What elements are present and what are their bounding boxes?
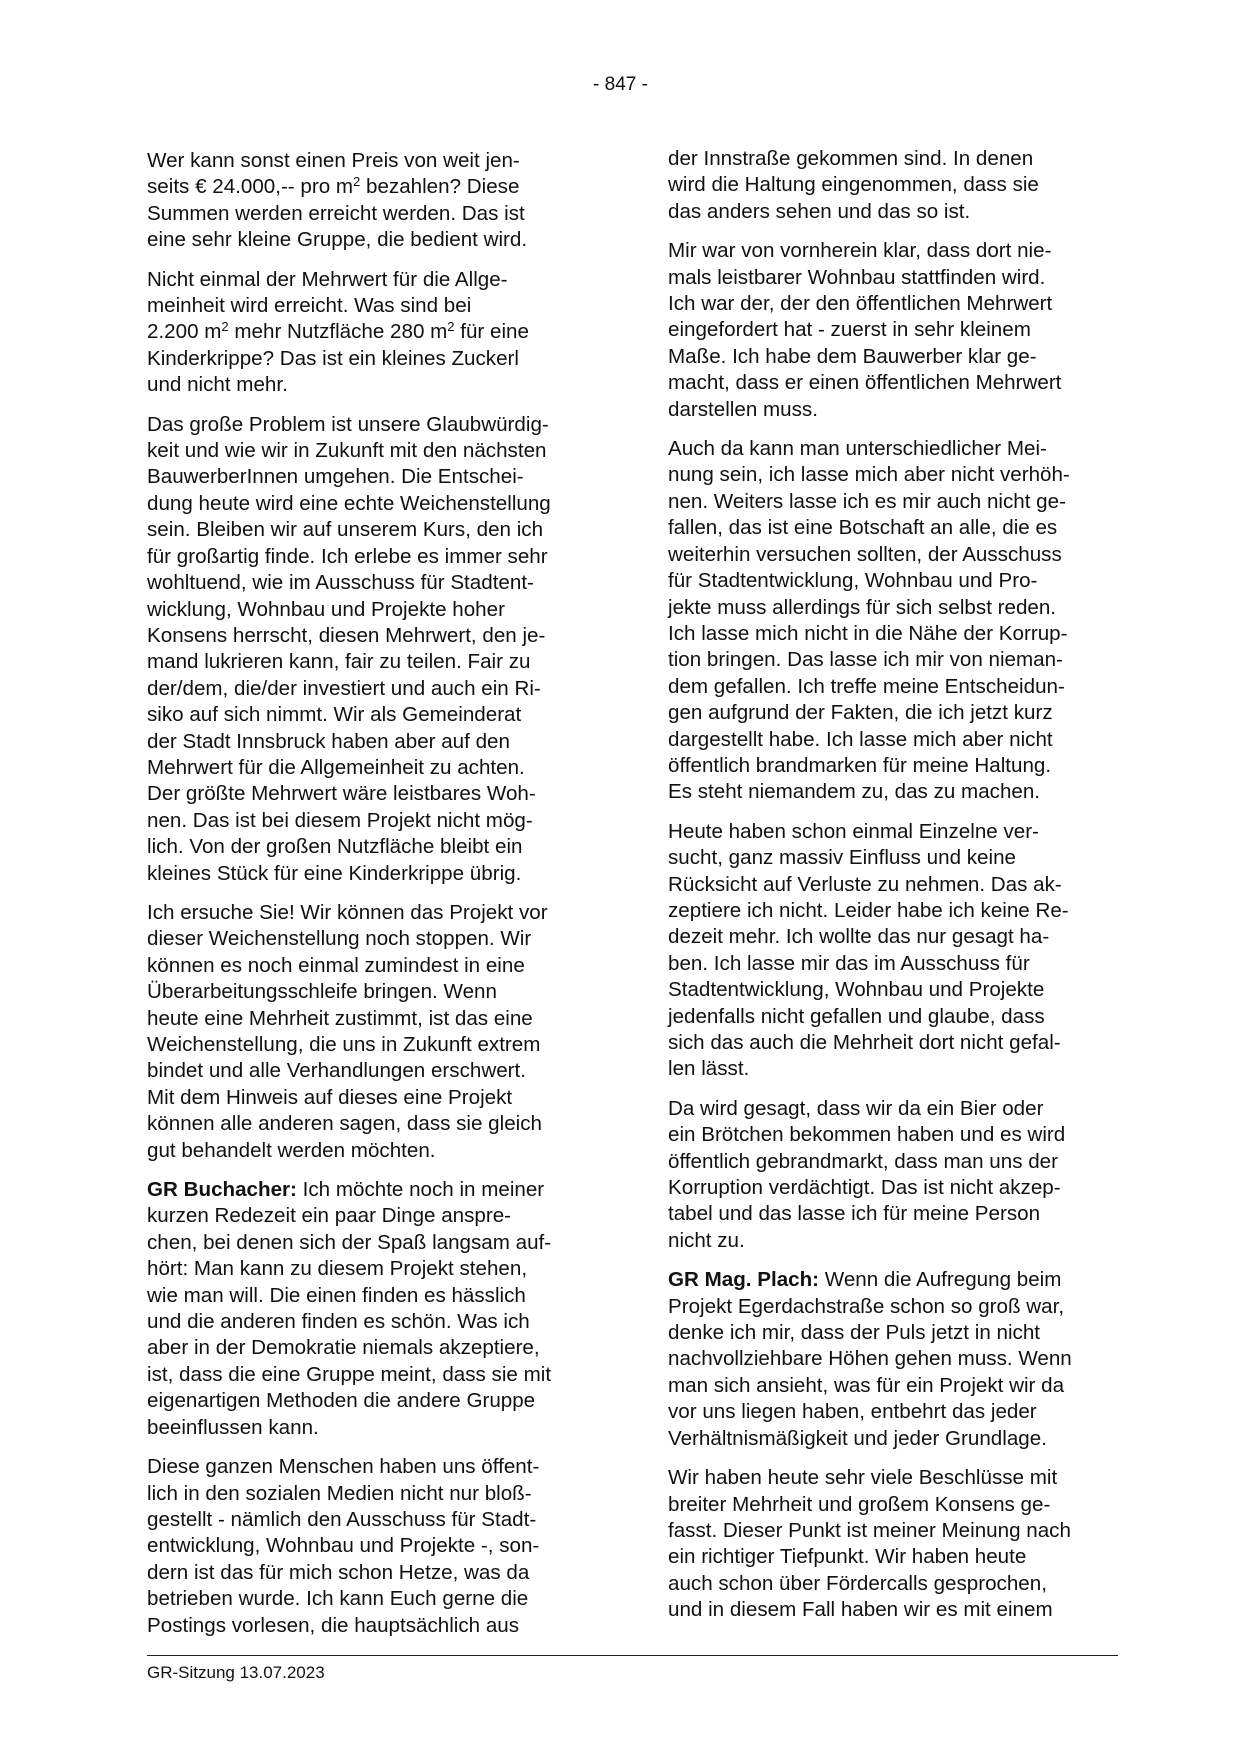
paragraph-meinung: Auch da kann man unterschiedlicher Mei- nung sein, ich lasse mich aber nicht verhöh- nen. Weiters lasse ich es mir auch nicht ge- fallen, das ist eine Botschaft an alle, die es weiterhin versuchen sollten, der Ausschuss für Stadtentwicklung, Wohnbau und Pro- jekte muss allerdings für sich selbst reden. Ich lasse mich nicht in die Nähe der Korrup- tion bringen. Das lasse ich mir von nieman- dem gefallen. Ich treffe meine Entscheidun- gen aufgrund der Fakten, die ich jetzt kurz dargestellt habe. Ich lasse mich aber nicht öffentlich brandmarken für meine Haltung. Es steht niemandem zu, das zu machen. (668, 437, 1070, 804)
paragraph-mehrwert (147, 267, 597, 399)
superscript: 2 (447, 319, 455, 335)
footer-session-date: GR-Sitzung 13.07.2023 (147, 1663, 325, 1682)
paragraph-vornherein: Mir war von vornherein klar, dass dort nie- mals leistbarer Wohnbau stattfinden wird. Ich war der, der den öffentlichen Mehrwert eingefordert hat - zuerst in sehr kleinem Maße. Ich habe dem Bauwerber klar ge- macht, dass er einen öffentlichen Mehrwert darstellen muss. (668, 239, 1062, 421)
footer-divider (147, 1655, 1118, 1656)
paragraph-buchacher (147, 1177, 597, 1441)
paragraph-menschen: Diese ganzen Menschen haben uns öffent- lich in den sozialen Medien nicht nur bloß- gestellt - nämlich den Ausschuss für Stadt- entwicklung, Wohnbau und Projekte -, son- dern ist das für mich schon Hetze, was da betrieben wurde. Ich kann Euch gerne die Postings vorlesen, die hauptsächlich aus (147, 1455, 540, 1637)
right-column (668, 146, 1118, 1637)
paragraph-ersuche: Ich ersuche Sie! Wir können das Projekt vor dieser Weichenstellung noch stoppen. Wir können es noch einmal zumindest in eine Überarbeitungsschleife bringen. Wenn heute eine Mehrheit zustimmt, ist das eine Weichenstellung, die uns in Zukunft extrem bindet und alle Verhandlungen erschwert. Mit dem Hinweis auf dieses eine Projekt können alle anderen sagen, dass sie gleich gut behandelt werden möchten. (147, 900, 548, 1162)
paragraph-text: mehr Nutzfläche 280 m (228, 320, 448, 344)
paragraph-text: bezahlen? Diese Summen werden erreicht werden. Das ist eine sehr kleine Gruppe, die bedient wird. (147, 175, 528, 252)
paragraph-text: Wenn die Aufregung beim Projekt Egerdachstraße schon so groß war, denke ich mir, dass der Puls jetzt in nicht nachvollziehbare Höhen gehen muss. Wenn man sich ansieht, was für ein Projekt wir da vor uns liegen haben, entbehrt das jeder Verhältnismäßigkeit und jeder Grundlage. (668, 1268, 1072, 1450)
paragraph-text: Ich möchte noch in meiner kurzen Redezeit ein paar Dinge anspre- chen, bei denen sich der Spaß langsam auf- hört: Man kann zu diesem Projekt stehen, wie man will. Die einen finden es hässlich und die anderen finden es schön. Was ich aber in der Demokratie niemals akzeptiere, ist, dass die eine Gruppe meint, dass sie mit eigenartigen Methoden die andere Gruppe beeinflussen kann. (147, 1178, 552, 1439)
paragraph-bier: Da wird gesagt, dass wir da ein Bier oder ein Brötchen bekommen haben und es wird öffentlich gebrandmarkt, dass man uns der Korruption verdächtigt. Das ist nicht akzep- tabel und das lasse ich für meine Person nicht zu. (668, 1096, 1066, 1252)
superscript: 2 (353, 174, 361, 190)
paragraph-text: Wer kann sonst einen Preis von weit jen- seits € 24.000,-- pro m (147, 149, 520, 199)
paragraph-innstrasse: der Innstraße gekommen sind. In denen wird die Haltung eingenommen, dass sie das anders sehen und das so ist. (668, 147, 1039, 223)
paragraph-plach (668, 1267, 1118, 1452)
speaker-name: GR Mag. Plach: (668, 1268, 820, 1292)
superscript: 2 (221, 319, 229, 335)
paragraph-einzelne: Heute haben schon einmal Einzelne ver- sucht, ganz massiv Einfluss und keine Rücksicht auf Verluste zu nehmen. Das ak- zeptiere ich nicht. Leider habe ich keine Re- dezeit mehr. Ich wollte das nur gesagt ha- ben. Ich lasse mir das im Ausschuss für Stadtentwicklung, Wohnbau und Projekte jedenfalls nicht gefallen und glaube, dass sich das auch die Mehrheit dort nicht gefal- len lässt. (668, 819, 1069, 1081)
left-column (147, 146, 597, 1652)
speaker-name: GR Buchacher: (147, 1178, 297, 1202)
paragraph-beschluesse: Wir haben heute sehr viele Beschlüsse mit breiter Mehrheit und großem Konsens ge- fasst. Dieser Punkt ist meiner Meinung nach ein richtiger Tiefpunkt. Wir haben heute auch schon über Fördercalls gesprochen, und in diesem Fall haben wir es mit einem (668, 1466, 1071, 1622)
paragraph-text: Nicht einmal der Mehrwert für die Allge- meinheit wird erreicht. Was sind bei 2.200 m (147, 267, 508, 344)
paragraph-text: für eine Kinderkrippe? Das ist ein kleines Zuckerl und nicht mehr. (147, 320, 529, 397)
page-number: - 847 - (593, 74, 648, 95)
paragraph-price (147, 148, 597, 254)
paragraph-glaubwuerdigkeit: Das große Problem ist unsere Glaubwürdig- keit und wie wir in Zukunft mit den nächsten BauwerberInnen umgehen. Die Entschei- dung heute wird eine echte Weichenstellung sein. Bleiben wir auf unserem Kurs, den ich für großartig finde. Ich erlebe es immer sehr wohltuend, wie im Ausschuss für Stadtent- wicklung, Wohnbau und Projekte hoher Konsens herrscht, diesen Mehrwert, den je- mand lukrieren kann, fair zu teilen. Fair zu der/dem, die/der investiert und auch ein Ri- siko auf sich nimmt. Wir als Gemeinderat der Stadt Innsbruck haben aber auf den Mehrwert für die Allgemeinheit zu achten. Der größte Mehrwert wäre leistbares Woh- nen. Das ist bei diesem Projekt nicht mög- lich. Von der großen Nutzfläche bleibt ein kleines Stück für eine Kinderkrippe übrig. (147, 412, 551, 885)
